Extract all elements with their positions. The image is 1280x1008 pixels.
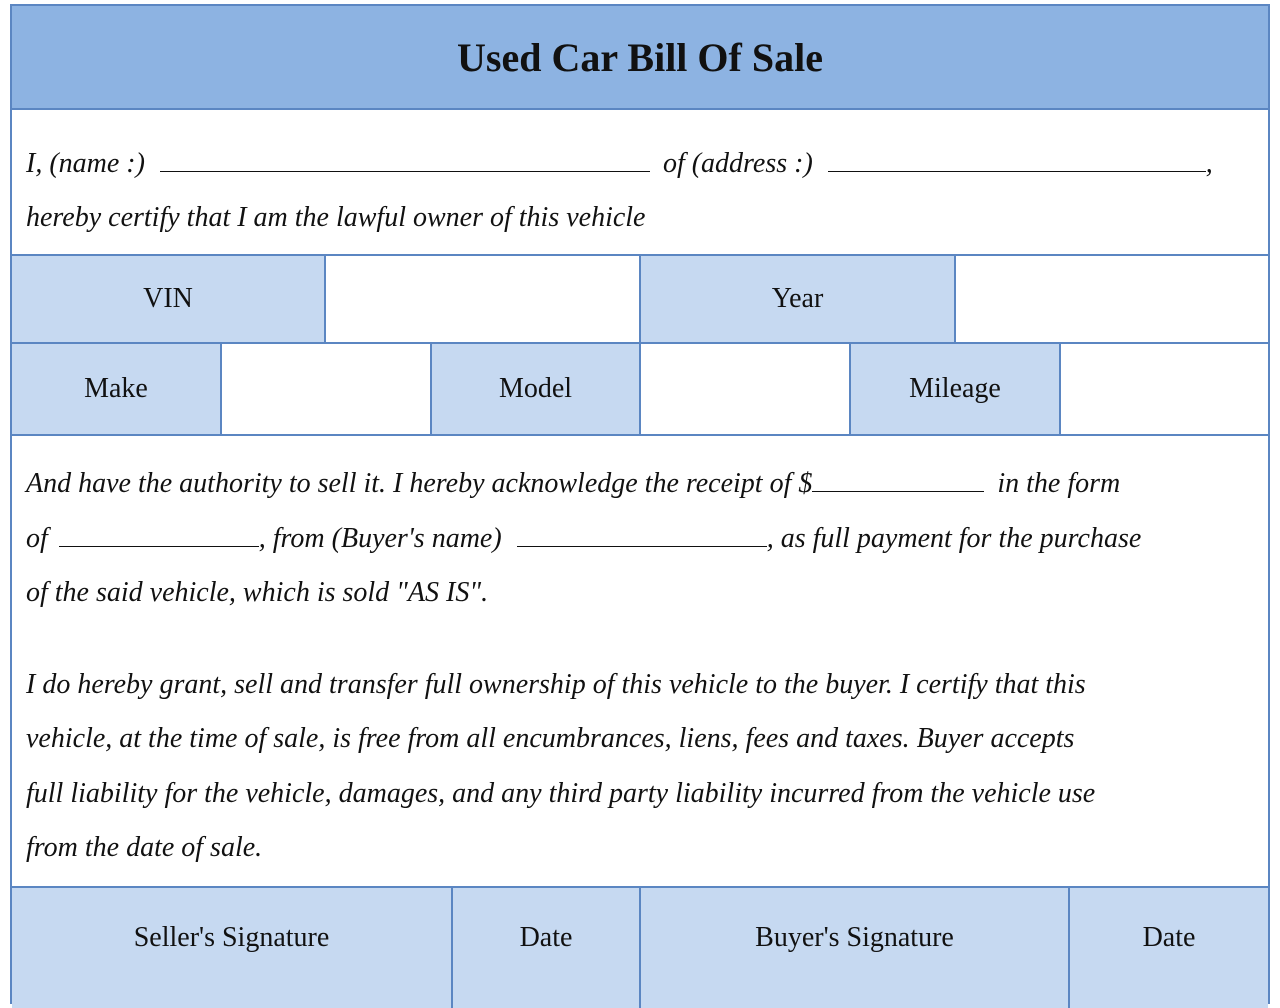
seller-date-cell[interactable] (453, 888, 641, 1008)
model-label-cell (432, 344, 641, 434)
make-model-mileage-row (12, 344, 1268, 436)
model-field[interactable] (641, 344, 851, 434)
owner-section (12, 110, 1268, 256)
receipt-text: And have the authority to sell it. I hereby acknowledge the receipt of $ (26, 468, 813, 499)
transfer-line-4: from the date of sale. (26, 832, 263, 863)
owner-name-field[interactable] (160, 149, 650, 172)
seller-signature-label: Seller's Signature (133, 922, 330, 953)
authority-line-2 (26, 523, 1141, 555)
of-text: of (26, 523, 48, 554)
make-label: Make (84, 373, 148, 404)
year-field[interactable] (956, 256, 1268, 342)
make-field[interactable] (222, 344, 432, 434)
form-title: Used Car Bill Of Sale (457, 34, 823, 80)
vin-label: VIN (143, 283, 193, 314)
owner-address-comma: , (1205, 148, 1213, 179)
buyer-name-label: , from (Buyer's name) (258, 523, 502, 554)
buyer-date-cell[interactable] (1070, 888, 1268, 1008)
vin-year-row (12, 256, 1268, 344)
transfer-line-3: full liability for the vehicle, damages, and any third party liability incurred from the vehicle use (26, 778, 1096, 809)
transfer-line-2: vehicle, at the time of sale, is free from all encumbrances, liens, fees and taxes. Buyer accepts (26, 723, 1075, 754)
transfer-line-1: I do hereby grant, sell and transfer full ownership of this vehicle to the buyer. I certify that this (26, 669, 1086, 700)
buyer-name-field[interactable] (517, 524, 767, 547)
model-label: Model (498, 373, 573, 404)
buyer-date-label: Date (1142, 922, 1196, 953)
mileage-label: Mileage (909, 373, 1001, 404)
amount-field[interactable] (812, 469, 984, 492)
buyer-signature-label: Buyer's Signature (755, 922, 954, 953)
authority-line-3: of the said vehicle, which is sold "AS IS". (26, 577, 489, 608)
mileage-field[interactable] (1061, 344, 1268, 434)
make-label-cell (12, 344, 222, 434)
seller-date-label: Date (519, 922, 573, 953)
authority-line-1 (26, 468, 1120, 500)
vin-label-cell (12, 256, 326, 342)
full-payment-text: , as full payment for the purchase (766, 523, 1142, 554)
signature-row (12, 888, 1268, 1008)
seller-signature-cell[interactable] (12, 888, 453, 1008)
year-label-cell (641, 256, 956, 342)
in-the-form-text: in the form (997, 468, 1121, 499)
mileage-label-cell (851, 344, 1061, 434)
bill-of-sale-form (10, 4, 1270, 1004)
buyer-signature-cell[interactable] (641, 888, 1070, 1008)
owner-name-label: I, (name :) (26, 148, 145, 179)
vin-field[interactable] (326, 256, 641, 342)
payment-form-field[interactable] (59, 524, 259, 547)
terms-section (12, 436, 1268, 888)
certify-line: hereby certify that I am the lawful owner of this vehicle (26, 202, 646, 233)
owner-line (26, 148, 1213, 180)
owner-address-label: of (address :) (662, 148, 813, 179)
owner-address-field[interactable] (828, 149, 1206, 172)
year-label: Year (771, 283, 824, 314)
form-header (12, 6, 1268, 110)
